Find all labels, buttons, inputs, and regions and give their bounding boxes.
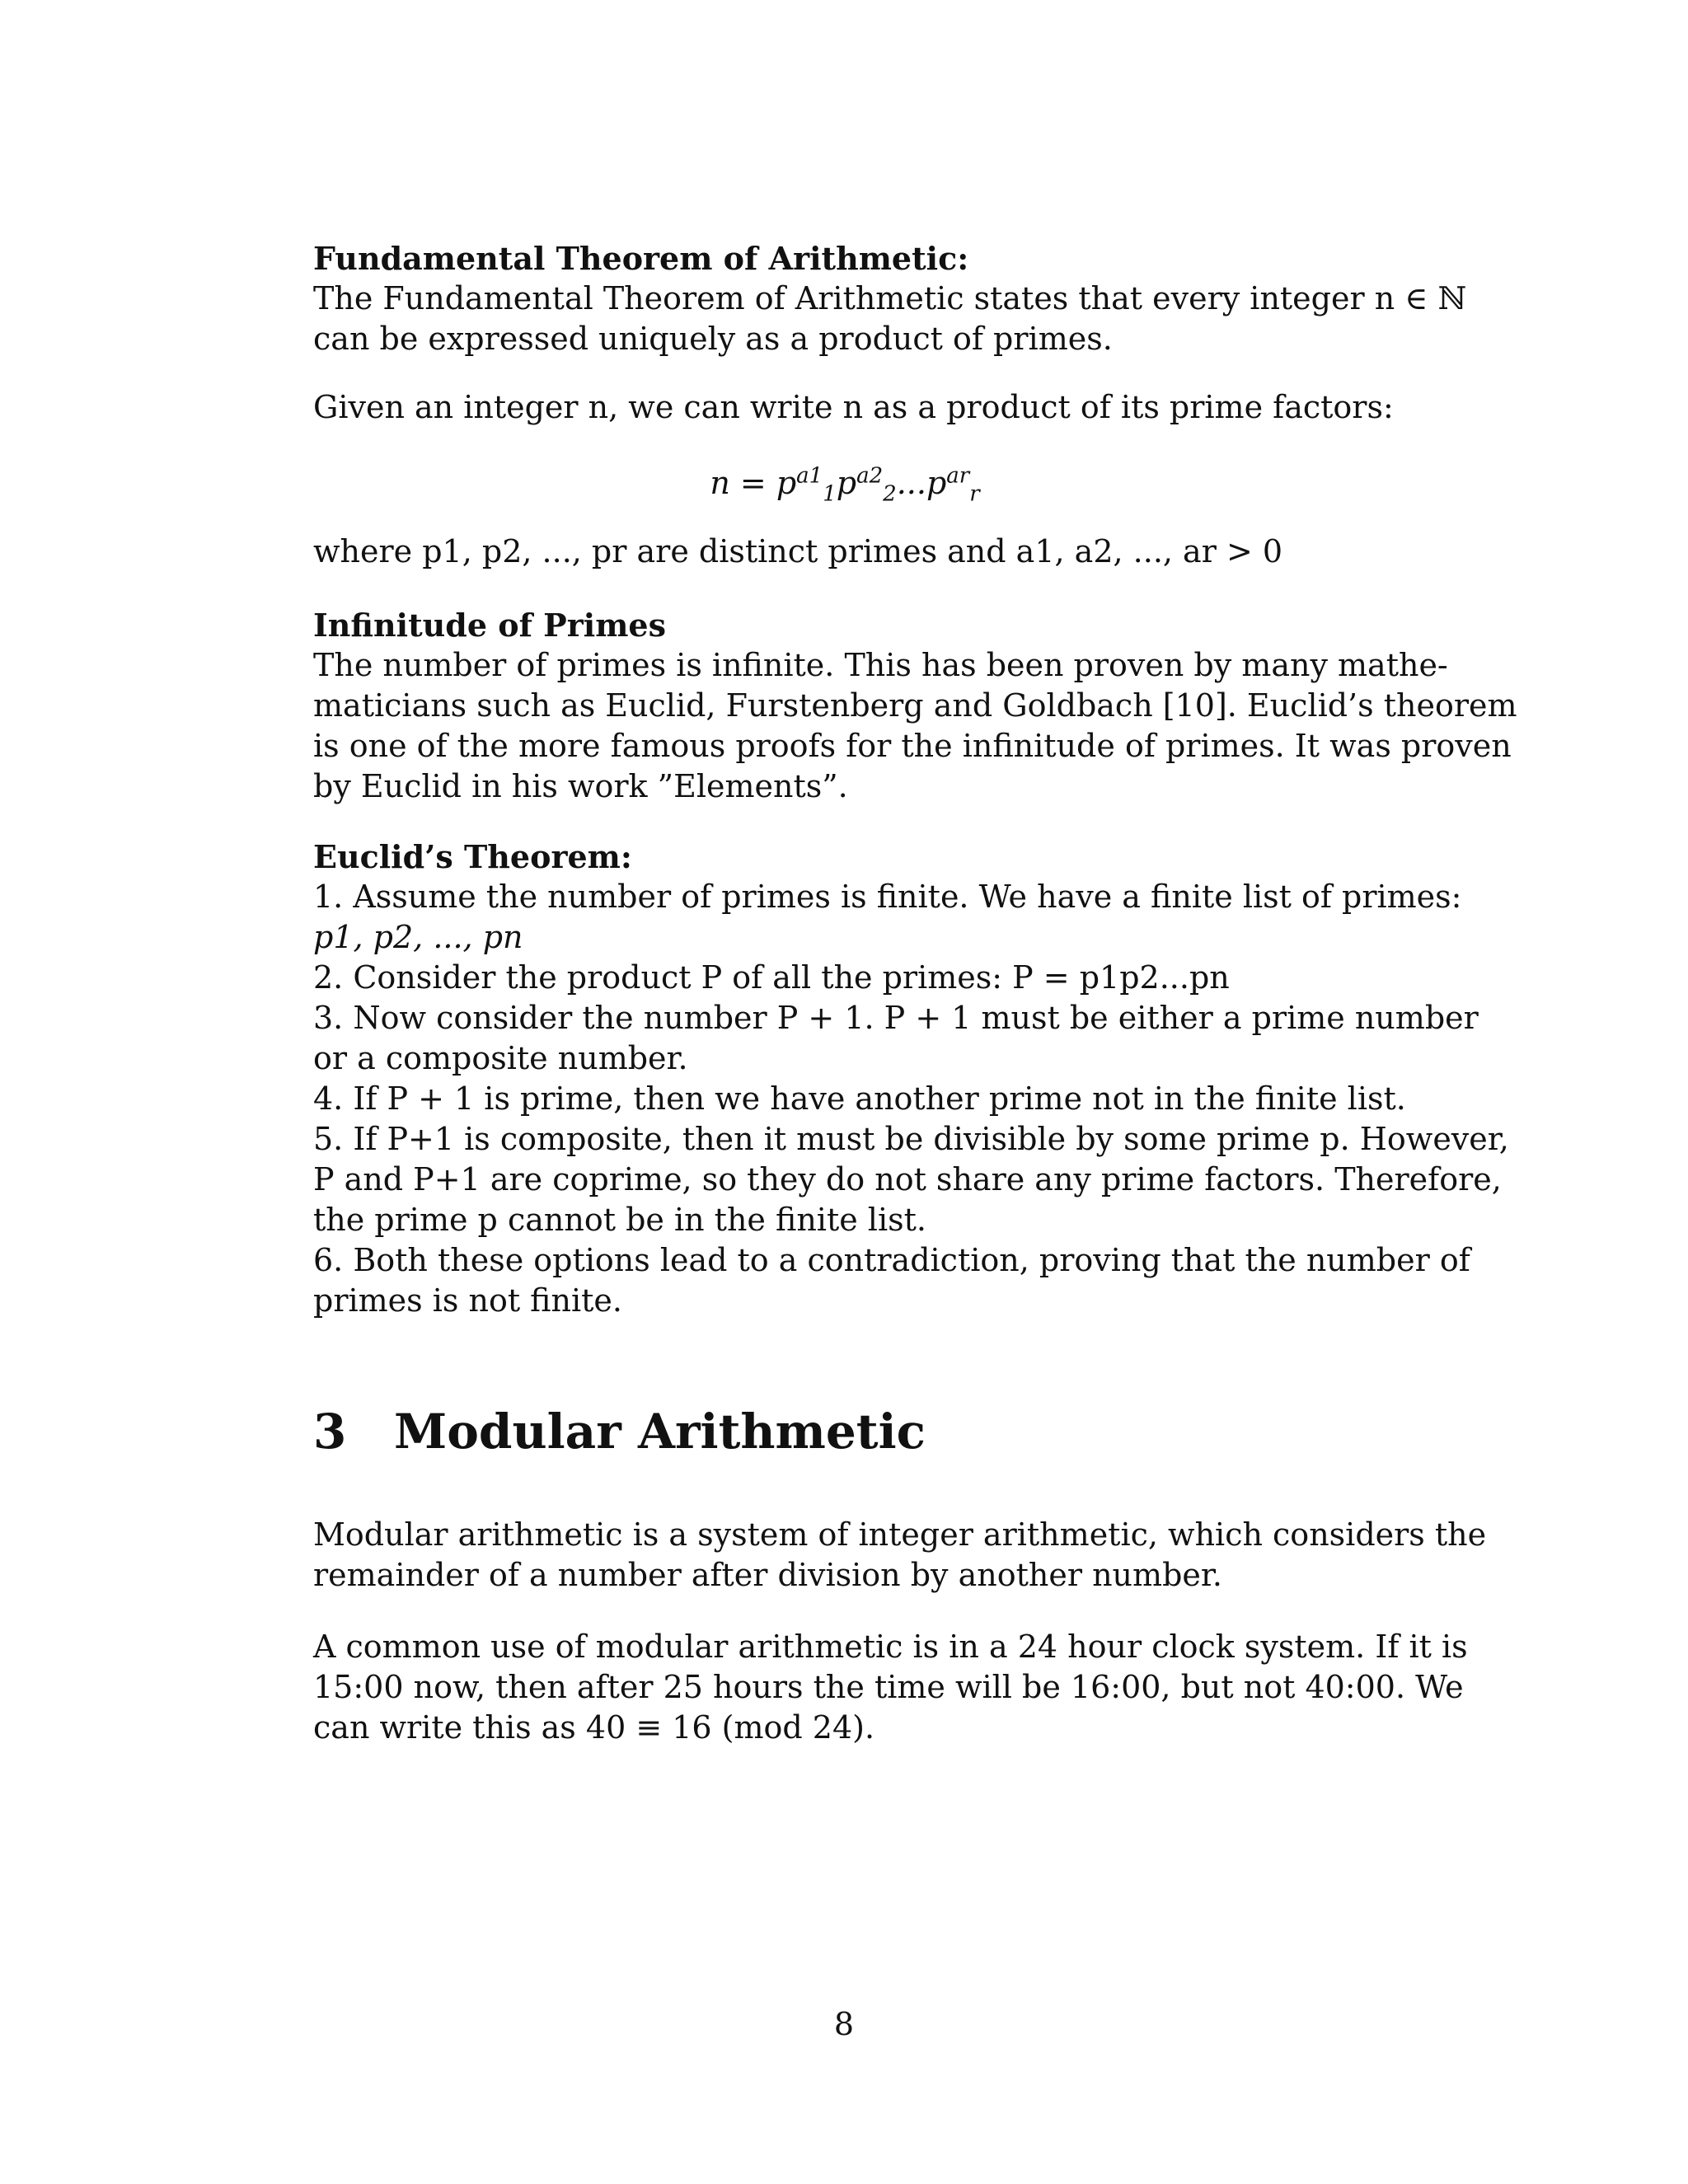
page-number: 8 [833, 2006, 855, 2042]
modular-paragraph-2 [313, 1627, 1468, 1748]
fta-block [313, 238, 1467, 359]
fta-given-line: Given an integer n, we can write n as a product of its prime factors: [313, 389, 1394, 425]
euclid-line-6: 4. If P + 1 is prime, then we have another prime not in the finite list. [313, 1080, 1406, 1117]
section-title: Modular Arithmetic [394, 1404, 926, 1460]
euclid-block [313, 837, 1509, 1321]
infinitude-line-4: by Euclid in his work ”Elements”. [313, 768, 848, 804]
modular-paragraph-1 [313, 1515, 1487, 1596]
formula-lhs: n = [710, 465, 776, 501]
modular-p2-line-3: can write this as 40 ≡ 16 (mod 24). [313, 1709, 875, 1746]
formula-base-1: p [776, 465, 797, 501]
euclid-line-11: primes is not finite. [313, 1282, 622, 1319]
euclid-line-9: the prime p cannot be in the finite list. [313, 1202, 926, 1238]
euclid-line-5: or a composite number. [313, 1040, 688, 1076]
fta-statement-line-1: The Fundamental Theorem of Arithmetic states that every integer n ∈ ℕ [313, 280, 1467, 316]
euclid-line-4: 3. Now consider the number P + 1. P + 1 must be either a prime number [313, 1000, 1479, 1036]
euclid-line-3: 2. Consider the product P of all the primes: P = p1p2...pn [313, 959, 1230, 996]
formula-base-3: p [926, 465, 947, 501]
section-number: 3 [313, 1404, 347, 1460]
fta-formula [313, 463, 1376, 507]
fta-statement-line-2: can be expressed uniquely as a product of primes. [313, 321, 1113, 357]
euclid-line-10: 6. Both these options lead to a contradiction, proving that the number of [313, 1242, 1470, 1278]
infinitude-line-3: is one of the more famous proofs for the infinitude of primes. It was proven [313, 728, 1512, 764]
formula-sub-3: r [969, 481, 980, 507]
infinitude-line-1: The number of primes is infinite. This has been proven by many mathe- [313, 647, 1448, 683]
fta-where-line: where p1, p2, ..., pr are distinct primes and a1, a2, ..., ar > 0 [313, 533, 1283, 569]
fta-given-paragraph [313, 387, 1394, 428]
infinitude-block [313, 605, 1517, 807]
fta-heading: Fundamental Theorem of Arithmetic: [313, 240, 969, 277]
euclid-line-8: P and P+1 are coprime, so they do not share any prime factors. Therefore, [313, 1161, 1502, 1197]
formula-exp-2: a2 [856, 463, 884, 489]
formula-sub-1: 1 [823, 481, 837, 507]
formula-exp-1: a1 [796, 463, 823, 489]
section-heading [313, 1404, 926, 1460]
formula-exp-3: ar [946, 463, 970, 489]
formula-base-2: p [836, 465, 857, 501]
euclid-line-2: p1, p2, ..., pn [313, 919, 523, 955]
infinitude-heading: Infinitude of Primes [313, 607, 666, 644]
euclid-heading: Euclid’s Theorem: [313, 838, 632, 875]
fta-where-paragraph [313, 532, 1376, 572]
formula-sub-2: 2 [883, 481, 897, 507]
modular-p2-line-2: 15:00 now, then after 25 hours the time will be 16:00, but not 40:00. We [313, 1669, 1464, 1705]
euclid-line-1: 1. Assume the number of primes is finite. We have a finite list of primes: [313, 879, 1462, 915]
formula-ellipsis: ... [896, 465, 926, 501]
infinitude-line-2: maticians such as Euclid, Furstenberg and Goldbach [10]. Euclid’s theorem [313, 687, 1517, 724]
modular-p1-line-1: Modular arithmetic is a system of integer arithmetic, which considers the [313, 1516, 1487, 1553]
modular-p1-line-2: remainder of a number after division by another number. [313, 1557, 1222, 1593]
euclid-line-7: 5. If P+1 is composite, then it must be divisible by some prime p. However, [313, 1121, 1509, 1157]
modular-p2-line-1: A common use of modular arithmetic is in a 24 hour clock system. If it is [313, 1629, 1468, 1665]
